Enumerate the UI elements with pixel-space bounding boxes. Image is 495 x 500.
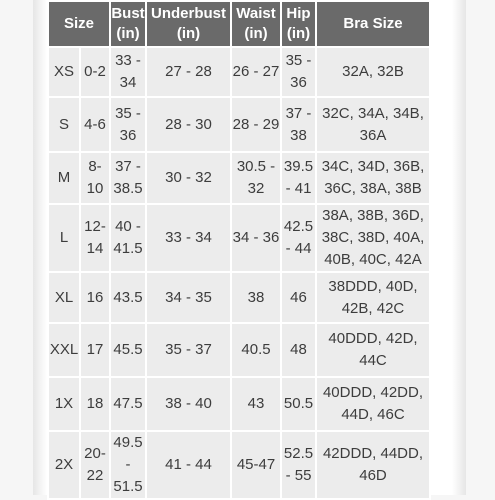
header-underbust: Underbust (in) [147, 2, 230, 46]
hip-value: 37 - 38 [282, 98, 315, 151]
waist-value: 40.5 [232, 324, 280, 376]
underbust-value: 34 - 35 [147, 273, 230, 322]
bust-value: 40 - 41.5 [111, 205, 145, 271]
hip-value: 42.5 - 44 [282, 205, 315, 271]
bust-value: 35 - 36 [111, 98, 145, 151]
size-label: S [49, 98, 79, 151]
numeric-size: 4-6 [81, 98, 109, 151]
bust-value: 33 - 34 [111, 48, 145, 96]
hip-value: 48 [282, 324, 315, 376]
underbust-value: 27 - 28 [147, 48, 230, 96]
left-edge-shadow [33, 0, 47, 495]
header-bust: Bust (in) [111, 2, 145, 46]
bust-value: 49.5 - 51.5 [111, 432, 145, 498]
bra-size-value: 32A, 32B [317, 48, 429, 96]
waist-value: 28 - 29 [232, 98, 280, 151]
table-row [49, 153, 429, 203]
hip-value: 35 - 36 [282, 48, 315, 96]
underbust-value: 35 - 37 [147, 324, 230, 376]
bust-value: 47.5 [111, 378, 145, 430]
header-bra-size: Bra Size [317, 2, 429, 46]
bra-size-value: 38A, 38B, 36D, 38C, 38D, 40A, 40B, 40C, 42A [317, 205, 429, 271]
waist-value: 38 [232, 273, 280, 322]
right-edge-shadow [452, 0, 466, 495]
size-label: 2X [49, 432, 79, 498]
bust-value: 43.5 [111, 273, 145, 322]
bust-value: 45.5 [111, 324, 145, 376]
numeric-size: 16 [81, 273, 109, 322]
size-label: L [49, 205, 79, 271]
waist-value: 45-47 [232, 432, 280, 498]
hip-value: 52.5 - 55 [282, 432, 315, 498]
bra-size-value: 40DDD, 42D, 44C [317, 324, 429, 376]
table-row [49, 48, 429, 96]
hip-value: 46 [282, 273, 315, 322]
table-row [49, 273, 429, 322]
underbust-value: 41 - 44 [147, 432, 230, 498]
size-label: XXL [49, 324, 79, 376]
header-hip: Hip (in) [282, 2, 315, 46]
numeric-size: 8-10 [81, 153, 109, 203]
bra-size-value: 40DDD, 42DD, 44D, 46C [317, 378, 429, 430]
numeric-size: 20-22 [81, 432, 109, 498]
table-header [49, 2, 429, 46]
underbust-value: 30 - 32 [147, 153, 230, 203]
table-row [49, 205, 429, 271]
waist-value: 34 - 36 [232, 205, 280, 271]
waist-value: 43 [232, 378, 280, 430]
size-chart-table [47, 0, 431, 500]
table-row [49, 98, 429, 151]
size-label: M [49, 153, 79, 203]
bra-size-value: 32C, 34A, 34B, 36A [317, 98, 429, 151]
underbust-value: 38 - 40 [147, 378, 230, 430]
table-body [49, 48, 429, 498]
bust-value: 37 - 38.5 [111, 153, 145, 203]
bra-size-value: 34C, 34D, 36B, 36C, 38A, 38B [317, 153, 429, 203]
size-label: XL [49, 273, 79, 322]
table-row [49, 432, 429, 498]
numeric-size: 18 [81, 378, 109, 430]
size-label: XS [49, 48, 79, 96]
underbust-value: 28 - 30 [147, 98, 230, 151]
header-size: Size [49, 2, 109, 46]
table-row [49, 378, 429, 430]
waist-value: 26 - 27 [232, 48, 280, 96]
numeric-size: 12-14 [81, 205, 109, 271]
numeric-size: 17 [81, 324, 109, 376]
underbust-value: 33 - 34 [147, 205, 230, 271]
numeric-size: 0-2 [81, 48, 109, 96]
size-label: 1X [49, 378, 79, 430]
table-row [49, 324, 429, 376]
bra-size-value: 38DDD, 40D, 42B, 42C [317, 273, 429, 322]
header-waist: Waist (in) [232, 2, 280, 46]
hip-value: 50.5 [282, 378, 315, 430]
hip-value: 39.5 - 41 [282, 153, 315, 203]
waist-value: 30.5 - 32 [232, 153, 280, 203]
bra-size-value: 42DDD, 44DD, 46D [317, 432, 429, 498]
